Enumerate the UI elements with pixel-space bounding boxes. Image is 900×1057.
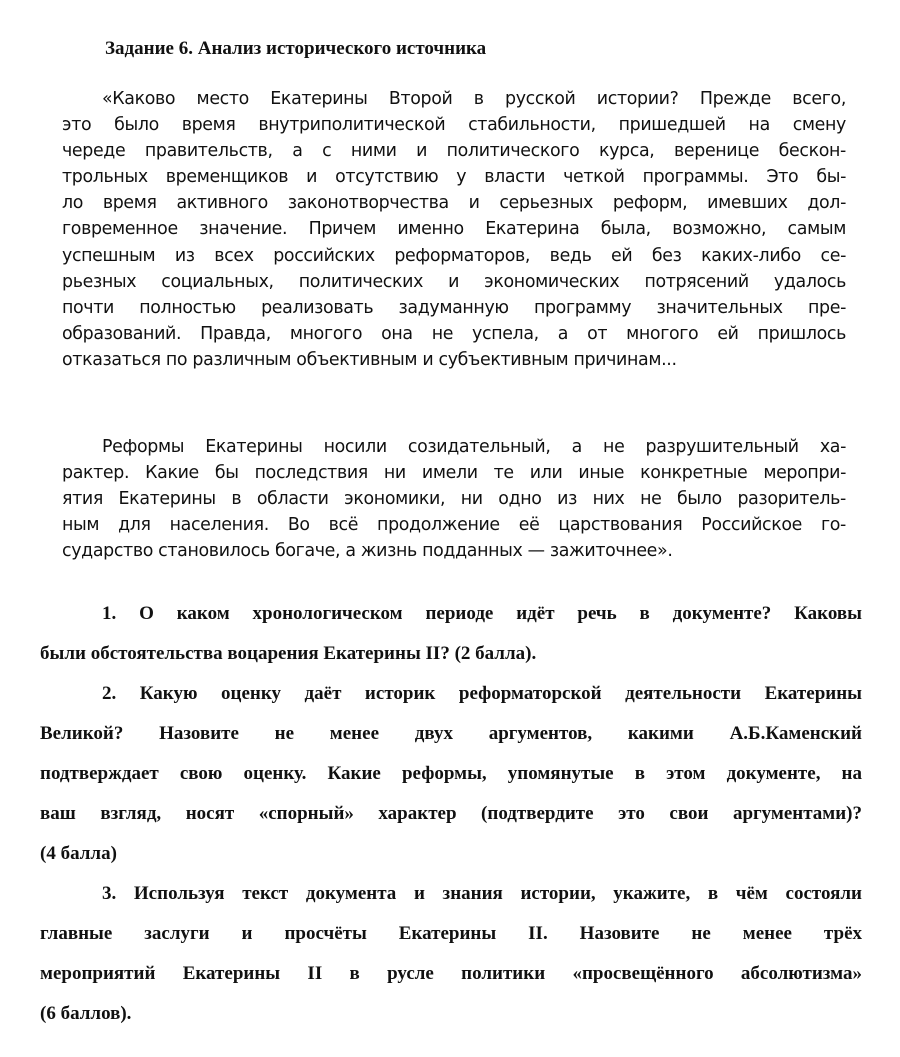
source-quote-paragraph-2 xyxy=(62,434,846,564)
quote-line: рьезных социальных, политических и экономических потрясений удалось xyxy=(62,271,846,292)
question-line: 3. Используя текст документа и знания истории, укажите, в чём состояли xyxy=(102,883,862,904)
quote-line: сударство становилось богаче, а жизнь подданных — зажиточнее». xyxy=(62,541,673,562)
question-3 xyxy=(40,874,862,1034)
question-line: (4 балла) xyxy=(40,843,117,864)
question-line: 2. Какую оценку даёт историк реформаторской деятельности Екатерины xyxy=(102,683,862,704)
question-line: главные заслуги и просчёты Екатерины II. Назовите не менее трёх xyxy=(40,923,862,944)
quote-line: «Каково место Екатерины Второй в русской истории? Прежде всего, xyxy=(102,89,846,109)
quote-line: трольных временщиков и отсутствию у власти четкой программы. Это бы- xyxy=(62,167,846,188)
quote-line: почти полностью реализовать задуманную программу значительных пре- xyxy=(62,297,846,318)
quote-line: Реформы Екатерины носили созидательный, а не разрушительный ха- xyxy=(102,437,846,457)
question-line: (6 баллов). xyxy=(40,1003,132,1024)
question-line: 1. О каком хронологическом периоде идёт речь в документе? Каковы xyxy=(102,603,862,624)
quote-line: успешным из всех российских реформаторов, ведь ей без каких-либо се- xyxy=(62,245,846,266)
question-line: Великой? Назовите не менее двух аргументов, какими А.Б.Каменский xyxy=(40,723,862,744)
quote-line: образований. Правда, многого она не успела, а от многого ей пришлось xyxy=(62,323,846,344)
task-title: Задание 6. Анализ исторического источника xyxy=(105,38,487,59)
quote-line: отказаться по различным объективным и субъективным причинам... xyxy=(62,349,677,370)
question-line: были обстоятельства воцарения Екатерины II? (2 балла). xyxy=(40,643,537,664)
quote-line: говременное значение. Причем именно Екатерина была, возможно, самым xyxy=(62,219,846,240)
quote-line: ным для населения. Во всё продолжение её царствования Российское го- xyxy=(62,515,846,536)
question-line: ваш взгляд, носят «спорный» характер (подтвердите это свои аргументами)? xyxy=(40,803,862,824)
quote-line: рактер. Какие бы последствия ни имели те или иные конкретные меропри- xyxy=(62,463,846,484)
quote-line: это было время внутриполитической стабильности, пришедшей на смену xyxy=(62,115,846,136)
quote-line: ятия Екатерины в области экономики, ни одно из них не было разоритель- xyxy=(62,489,846,510)
question-line: подтверждает свою оценку. Какие реформы, упомянутые в этом документе, на xyxy=(40,763,862,784)
quote-line: ло время активного законотворчества и серьезных реформ, имевших дол- xyxy=(62,193,846,214)
quote-line: череде правительств, а с ними и политического курса, веренице бескон- xyxy=(62,141,846,162)
source-quote-paragraph-1 xyxy=(62,86,846,373)
question-2 xyxy=(40,674,862,874)
question-line: мероприятий Екатерины II в русле политики «просвещённого абсолютизма» xyxy=(40,963,862,984)
question-1 xyxy=(40,594,862,674)
